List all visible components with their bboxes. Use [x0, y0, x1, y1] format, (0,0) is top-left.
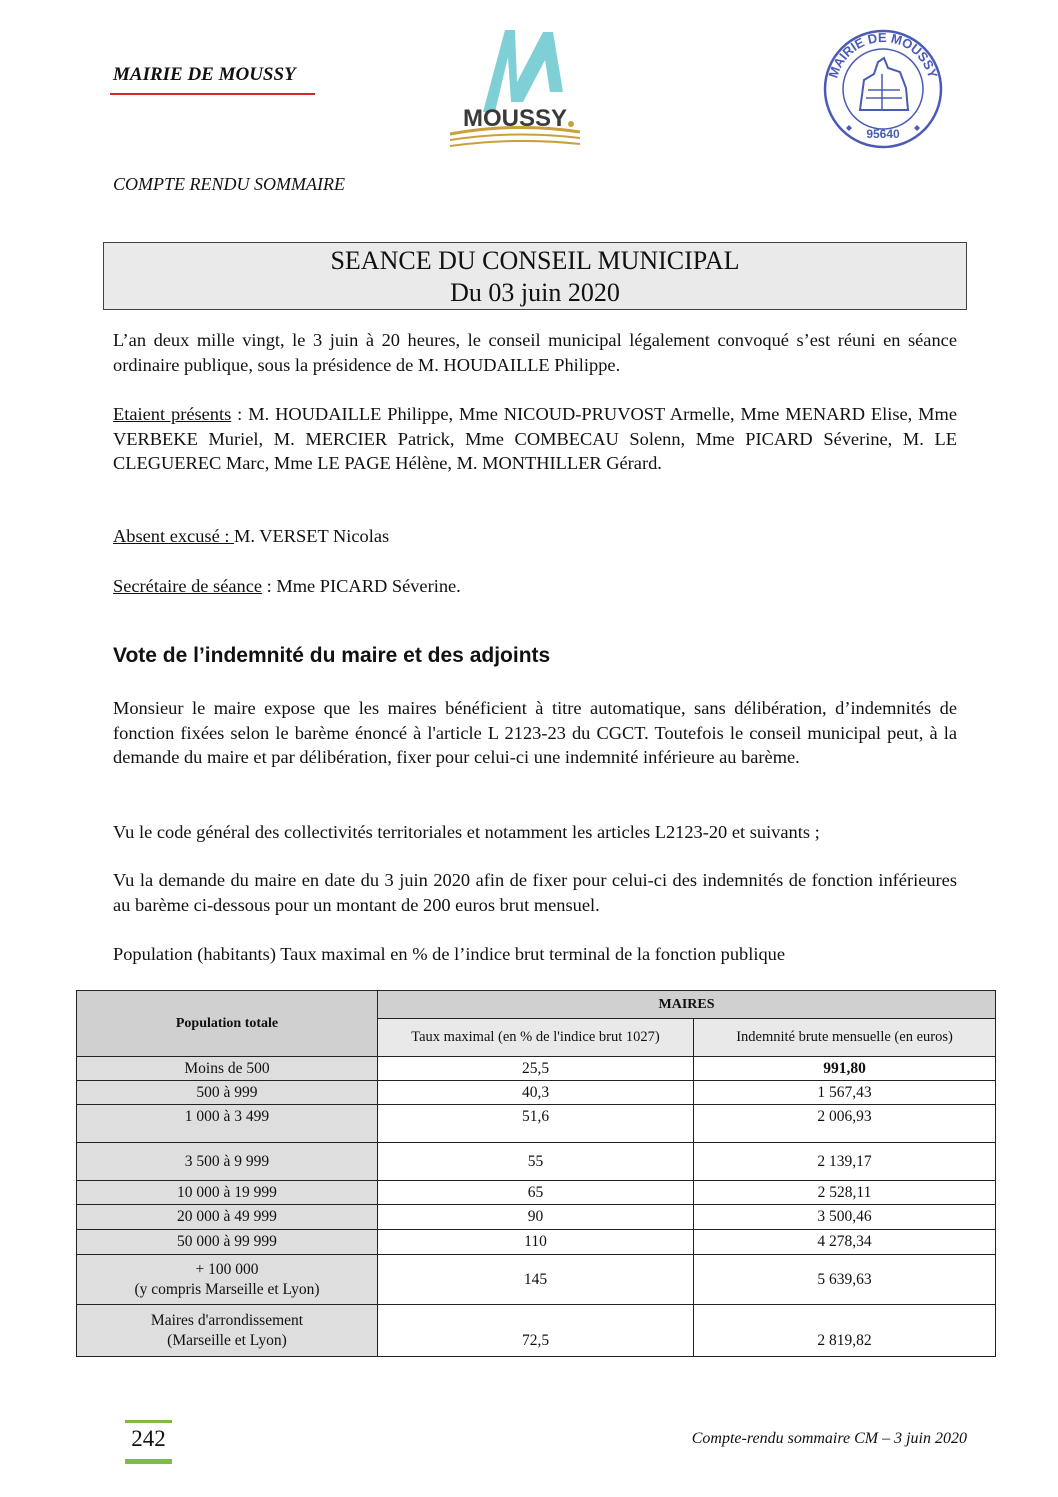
presents-paragraph [113, 402, 957, 476]
bareme-table [76, 990, 996, 1357]
cell-taux: 40,3 [378, 1081, 694, 1105]
table-row [77, 1181, 996, 1205]
absent-label: Absent excusé : [113, 526, 235, 546]
cell-indemnite: 2 006,93 [694, 1105, 996, 1143]
cell-indemnite: 4 278,34 [694, 1230, 996, 1255]
cell-indemnite: 5 639,63 [694, 1255, 996, 1305]
presents-label: Etaient présents [113, 404, 232, 424]
cell-taux: 90 [378, 1205, 694, 1230]
cell-pop-line2: (y compris Marseille et Lyon) [134, 1280, 320, 1298]
table-row [77, 1305, 996, 1357]
col-header-taux: Taux maximal (en % de l'indice brut 1027) [378, 1019, 694, 1057]
page-number-bottom-rule [125, 1459, 172, 1464]
cell-pop: 500 à 999 [77, 1081, 378, 1105]
cell-taux: 51,6 [378, 1105, 694, 1143]
table-row [77, 1230, 996, 1255]
body-paragraph-4: Population (habitants) Taux maximal en % de l’indice brut terminal de la fonction publique [113, 944, 786, 964]
page-number-top-rule [125, 1420, 172, 1423]
secretaire-paragraph [113, 574, 957, 599]
body-paragraph-3: Vu la demande du maire en date du 3 juin 2020 afin de fixer pour celui-ci des indemnités de fonction inférieures au barème ci-dessous pour un montant de 200 euros brut mensuel. [113, 870, 957, 915]
mairie-stamp-seal [822, 28, 944, 150]
cell-indemnite: 2 819,82 [694, 1305, 996, 1357]
svg-text:MAIRIE DE MOUSSY [825, 30, 940, 80]
cell-taux: 65 [378, 1181, 694, 1205]
presents-list: M. HOUDAILLE Philippe, Mme NICOUD-PRUVOST Armelle, Mme MENARD Elise, Mme VERBEKE Muriel, M. MERCIER Patrick, Mme COMBECAU Solenn, Mme PICARD Séverine, M. LE CLEGUEREC Marc, Mme LE PAGE Hélène, M. MONTHILLER Gérard. [113, 404, 957, 473]
cell-indemnite: 3 500,46 [694, 1205, 996, 1230]
footer-caption: Compte-rendu sommaire CM – 3 juin 2020 [691, 1430, 967, 1447]
cell-indemnite: 1 567,43 [694, 1081, 996, 1105]
cell-pop: 10 000 à 19 999 [77, 1181, 378, 1205]
cell-indemnite: 991,80 [694, 1057, 996, 1081]
moussy-logo [445, 22, 585, 152]
seance-date: Du 03 juin 2020 [450, 278, 620, 307]
body-paragraph-1: Monsieur le maire expose que les maires bénéficient à titre automatique, sans délibération, d’indemnités de fonction fixées selon le barème énoncé à l'article L 2123-23 du CGCT. Toutefois le conseil municipal peut, à la demande du maire et par délibération, fixer pour celui-ci une indemnité inférieure au barème. [113, 698, 957, 767]
cell-pop: 1 000 à 3 499 [77, 1105, 378, 1143]
section-heading: Vote de l’indemnité du maire et des adjoints [113, 644, 551, 667]
secretaire-name: : Mme PICARD Séverine. [262, 576, 461, 596]
logo-text: MOUSSY [462, 105, 568, 132]
secretaire-label: Secrétaire de séance [113, 576, 263, 596]
body-paragraph-2: Vu le code général des collectivités territoriales et notamment les articles L2123-20 et suivants ; [113, 822, 820, 842]
page-number: 242 [131, 1426, 166, 1451]
col-header-indemnite: Indemnité brute mensuelle (en euros) [694, 1019, 996, 1057]
cell-indemnite: 2 528,11 [694, 1181, 996, 1205]
intro-paragraph: L’an deux mille vingt, le 3 juin à 20 heures, le conseil municipal légalement convoqué s’est réuni en séance ordinaire publique, sous la présidence de M. HOUDAILLE Philippe. [113, 330, 957, 375]
table-row [77, 1057, 996, 1081]
cell-pop: 3 500 à 9 999 [77, 1143, 378, 1181]
table-row [77, 1081, 996, 1105]
seance-title: SEANCE DU CONSEIL MUNICIPAL [330, 246, 740, 275]
cell-pop-line2: (Marseille et Lyon) [167, 1331, 287, 1349]
cell-pop-line1: Maires d'arrondissement [150, 1311, 304, 1329]
cell-taux: 145 [378, 1255, 694, 1305]
absent-name: M. VERSET Nicolas [234, 526, 390, 546]
table-header-row [77, 991, 996, 1019]
cell-taux: 72,5 [378, 1305, 694, 1357]
mairie-title: MAIRIE DE MOUSSY [113, 64, 296, 85]
cell-pop [77, 1305, 378, 1357]
cell-pop: Moins de 500 [77, 1057, 378, 1081]
table-row [77, 1205, 996, 1230]
title-underline [110, 93, 315, 95]
col-header-population: Population totale [77, 991, 378, 1057]
table-row [77, 1255, 996, 1305]
cell-pop [77, 1255, 378, 1305]
stamp-top-text: MAIRIE DE MOUSSY [825, 29, 941, 80]
cell-taux: 110 [378, 1230, 694, 1255]
table-row [77, 1105, 996, 1143]
presents-sep: : [231, 404, 249, 424]
cell-pop: 20 000 à 49 999 [77, 1205, 378, 1230]
page-number-box [125, 1420, 172, 1464]
compte-rendu-label: COMPTE RENDU SOMMAIRE [113, 174, 345, 194]
absent-paragraph [113, 524, 957, 549]
cell-pop-line1: + 100 000 [195, 1260, 259, 1278]
cell-indemnite: 2 139,17 [694, 1143, 996, 1181]
cell-taux: 25,5 [378, 1057, 694, 1081]
cell-pop: 50 000 à 99 999 [77, 1230, 378, 1255]
stamp-bottom-text: 95640 [866, 127, 900, 141]
table-row [77, 1143, 996, 1181]
cell-taux: 55 [378, 1143, 694, 1181]
seance-box [103, 242, 967, 310]
col-group-maires: MAIRES [378, 991, 996, 1019]
